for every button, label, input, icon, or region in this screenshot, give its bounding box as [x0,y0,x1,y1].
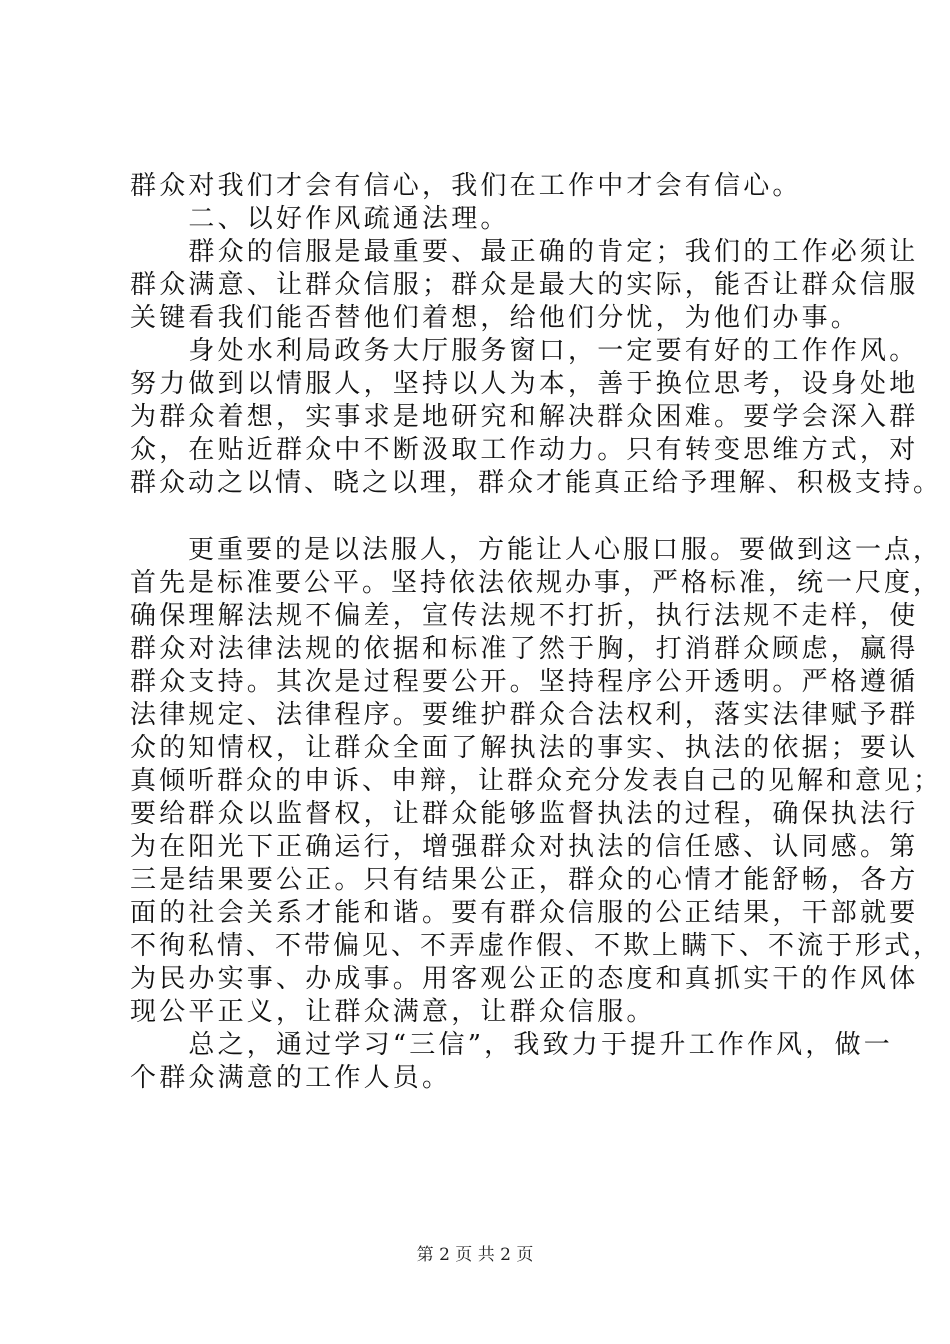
text-line: 为民办实事、办成事。用客观公正的态度和真抓实干的作风体 [130,964,919,994]
text-line: 现公平正义，让群众满意，让群众信服。 [130,997,656,1027]
paragraph [130,236,919,335]
text-line: 群众满意、让群众信服；群众是最大的实际，能否让群众信服 [130,270,919,300]
text-line: 面的社会关系才能和谐。要有群众信服的公正结果，干部就要 [130,898,919,928]
text-line: 更重要的是以法服人，方能让人心服口服。要做到这一点， [130,535,943,565]
text-line: 群众对我们才会有信心，我们在工作中才会有信心。 [130,171,802,201]
document-body [130,170,943,1095]
text-line: 群众对法律法规的依据和标准了然于胸，打消群众顾虑，赢得 [130,634,919,664]
paragraph [130,335,943,500]
paragraph [130,170,830,203]
text-line: 首先是标准要公平。坚持依法依规办事，严格标准，统一尺度， [130,568,943,598]
text-line: 群众的信服是最重要、最正确的肯定；我们的工作必须让 [130,237,919,267]
text-line: 总之，通过学习“三信”，我致力于提升工作作风，做一 [130,1030,893,1060]
text-line: 群众支持。其次是过程要公开。坚持程序公开透明。严格遵循 [130,667,919,697]
paragraph [130,1029,893,1095]
text-line: 群众动之以情、晓之以理，群众才能真正给予理解、积极支持。 [130,468,943,498]
text-line: 众的知情权，让群众全面了解执法的事实、执法的依据；要认 [130,733,919,763]
text-line: 个群众满意的工作人员。 [130,1063,452,1093]
text-line: 为群众着想，实事求是地研究和解决群众困难。要学会深入群 [130,402,919,432]
text-line: 关键看我们能否替他们着想，给他们分忧，为他们办事。 [130,303,861,333]
page-number-footer: 第 2 页 共 2 页 [416,1245,534,1265]
text-line: 要给群众以监督权，让群众能够监督执法的过程，确保执法行 [130,799,919,829]
text-line: 法律规定、法律程序。要维护群众合法权利，落实法律赋予群 [130,700,919,730]
text-line: 三是结果要公正。只有结果公正，群众的心情才能舒畅，各方 [130,865,919,895]
text-line: 不徇私情、不带偏见、不弄虚作假、不欺上瞒下、不流于形式， [130,931,943,961]
text-line: 为在阳光下正确运行，增强群众对执法的信任感、认同感。第 [130,832,919,862]
paragraph-spacer [130,500,830,534]
text-line: 真倾听群众的申诉、申辩，让群众充分发表自己的见解和意见； [130,766,943,796]
paragraph [130,534,943,1029]
text-line: 确保理解法规不偏差，宣传法规不打折，执行法规不走样，使 [130,601,919,631]
text-line: 众，在贴近群众中不断汲取工作动力。只有转变思维方式，对 [130,435,919,465]
text-line: 努力做到以情服人，坚持以人为本，善于换位思考，设身处地 [130,369,919,399]
text-line: 身处水利局政务大厅服务窗口，一定要有好的工作作风。 [130,336,919,366]
section-heading [130,203,830,236]
text-line: 二、以好作风疏通法理。 [130,204,510,234]
